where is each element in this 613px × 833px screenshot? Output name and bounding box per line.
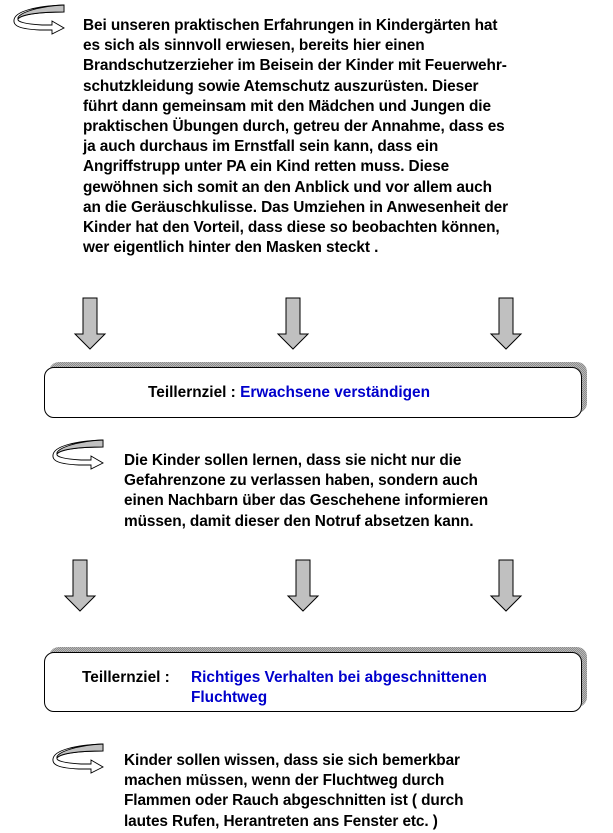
- text-line: einen Nachbarn über das Geschehene informieren: [124, 492, 489, 510]
- intro-paragraph: [83, 16, 508, 258]
- text-line: lautes Rufen, Herantreten ans Fenster etc. ): [124, 812, 438, 830]
- text-line: müssen, damit dieser den Notruf absetzen kann.: [124, 512, 474, 530]
- text-line: Brandschutzerzieher im Beisein der Kinder mit Feuerwehr-: [83, 57, 507, 75]
- down-arrow-icon: [276, 297, 310, 351]
- text-line: schutzkleidung sowie Atemschutz auszurüsten. Dieser: [83, 77, 479, 95]
- text-line: Bei unseren praktischen Erfahrungen in Kindergärten hat: [83, 17, 498, 34]
- text-line: Die Kinder sollen lernen, dass sie nicht nur die: [124, 452, 462, 469]
- text-line: machen müssen, wenn der Fluchtweg durch: [124, 772, 445, 790]
- goal-label: Teillernziel :: [148, 384, 236, 401]
- down-arrow-icon: [63, 559, 97, 613]
- text-line: an die Geräuschkulisse. Das Umziehen in Anwesenheit der: [83, 198, 509, 216]
- down-arrow-icon: [489, 297, 523, 351]
- text-line: wer eigentlich hinter den Masken steckt .: [83, 239, 379, 257]
- goal-description-paragraph: [124, 451, 488, 532]
- curved-arrow-icon: [12, 2, 68, 36]
- text-line: führt dann gemeinsam mit den Mädchen und Jungen die: [83, 97, 491, 115]
- text-line: Kinder hat den Vorteil, dass diese so beobachten können,: [83, 219, 500, 237]
- text-line: Gefahrenzone zu verlassen haben, sondern auch: [124, 472, 478, 490]
- text-line: Angriffstrupp unter PA ein Kind retten muss. Diese: [83, 158, 450, 176]
- goal-label: Teillernziel :: [82, 669, 170, 686]
- text-line: es sich als sinnvoll erwiesen, bereits hier einen: [83, 37, 425, 55]
- curved-arrow-icon: [51, 437, 107, 471]
- goal-value-line: Fluchtweg: [191, 689, 268, 706]
- text-line: Flammen oder Rauch abgeschnitten ist ( durch: [124, 792, 464, 810]
- down-arrow-icon: [489, 559, 523, 613]
- goal-description-paragraph: [124, 751, 463, 832]
- goal-value: Erwachsene verständigen: [240, 384, 430, 401]
- goal-value: [191, 668, 487, 708]
- goal-value-line: Richtiges Verhalten bei abgeschnittenen: [191, 669, 487, 686]
- text-line: ja auch durchaus im Ernstfall sein kann, dass ein: [83, 138, 439, 156]
- down-arrow-icon: [73, 297, 107, 351]
- learning-goal-box: [44, 652, 582, 712]
- down-arrow-icon: [286, 559, 320, 613]
- learning-goal-box: [44, 367, 582, 418]
- learning-goal-text: [148, 383, 430, 403]
- text-line: praktischen Übungen durch, getreu der Annahme, dass es: [83, 118, 505, 136]
- text-line: Kinder sollen wissen, dass sie sich bemerkbar: [124, 752, 460, 769]
- curved-arrow-icon: [51, 741, 107, 775]
- text-line: gewöhnen sich somit an den Anblick und vor allem auch: [83, 178, 492, 196]
